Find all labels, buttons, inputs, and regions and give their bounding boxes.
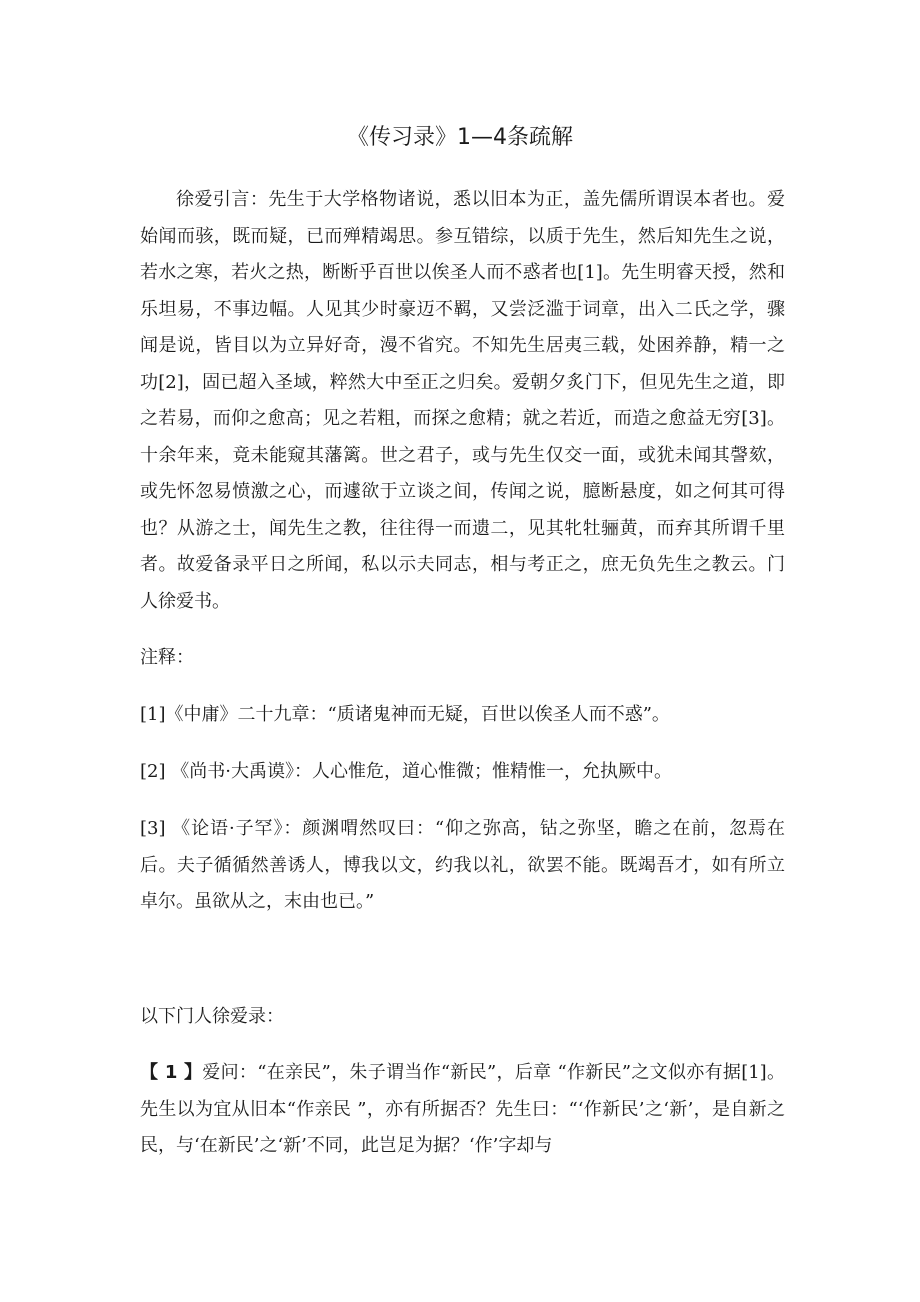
note-item-3: [3] 《论语·子罕》：颜渊喟然叹曰：“仰之弥高，钻之弥坚，瞻之在前，忽焉在后。夫子循循然善诱人，博我以文，约我以礼，欲罢不能。既竭吾才，如有所立卓尔。虽欲从之，末由也已。” <box>140 818 785 912</box>
note-item-2: [2] 《尚书·大禹谟》：人心惟危，道心惟微；惟精惟一，允执厥中。 <box>140 761 672 782</box>
entry-text: 爱问：“在亲民”，朱子谓当作“新民”，后章 “作新民”之文似亦有据[1]。先生以为宜从旧本“作亲民 ”，亦有所据否？先生曰：“‘作新民’之‘新’，是自新之民，与‘在新民’之‘新’不同，此岂足为据？‘作’字却与 <box>140 1062 785 1156</box>
section-label: 以下门人徐爱录： <box>140 1006 284 1027</box>
document-title: 《传习录》1—4条疏解 <box>347 125 573 150</box>
entry-number: 【 1 】 <box>140 1062 203 1083</box>
intro-paragraph: 徐爱引言：先生于大学格物诸说，悉以旧本为正，盖先儒所谓误本者也。爱始闻而骇，既而疑，已而殚精竭思。参互错综，以质于先生，然后知先生之说，若水之寒，若火之热，断断乎百世以俟圣人而不惑者也[1]。先生明睿天授，然和乐坦易，不事边幅。人见其少时豪迈不羁，又尝泛滥于词章，出入二氏之学，骤闻是说，皆目以为立异好奇，漫不省究。不知先生居夷三载，处困养静，精一之功[2]，固已超入圣域，粹然大中至正之归矣。爱朝夕炙门下，但见先生之道，即之若易，而仰之愈高；见之若粗，而探之愈精；就之若近，而造之愈益无穷[3]。十余年来，竟未能窥其藩篱。世之君子，或与先生仅交一面，或犹未闻其謦欬，或先怀忽易愤激之心，而遽欲于立谈之间，传闻之说，臆断悬度，如之何其可得也？从游之士，闻先生之教，往往得一而遗二，见其牝牡骊黄，而弃其所谓千里者。故爱备录平日之所闻，私以示夫同志，相与考正之，庶无负先生之教云。门人徐爱书。 <box>140 189 785 612</box>
note-item-1: [1]《中庸》二十九章：“质诸鬼神而无疑，百世以俟圣人而不惑”。 <box>140 704 670 725</box>
entry-paragraph-1 <box>140 1055 785 1165</box>
notes-label: 注释： <box>140 647 194 668</box>
